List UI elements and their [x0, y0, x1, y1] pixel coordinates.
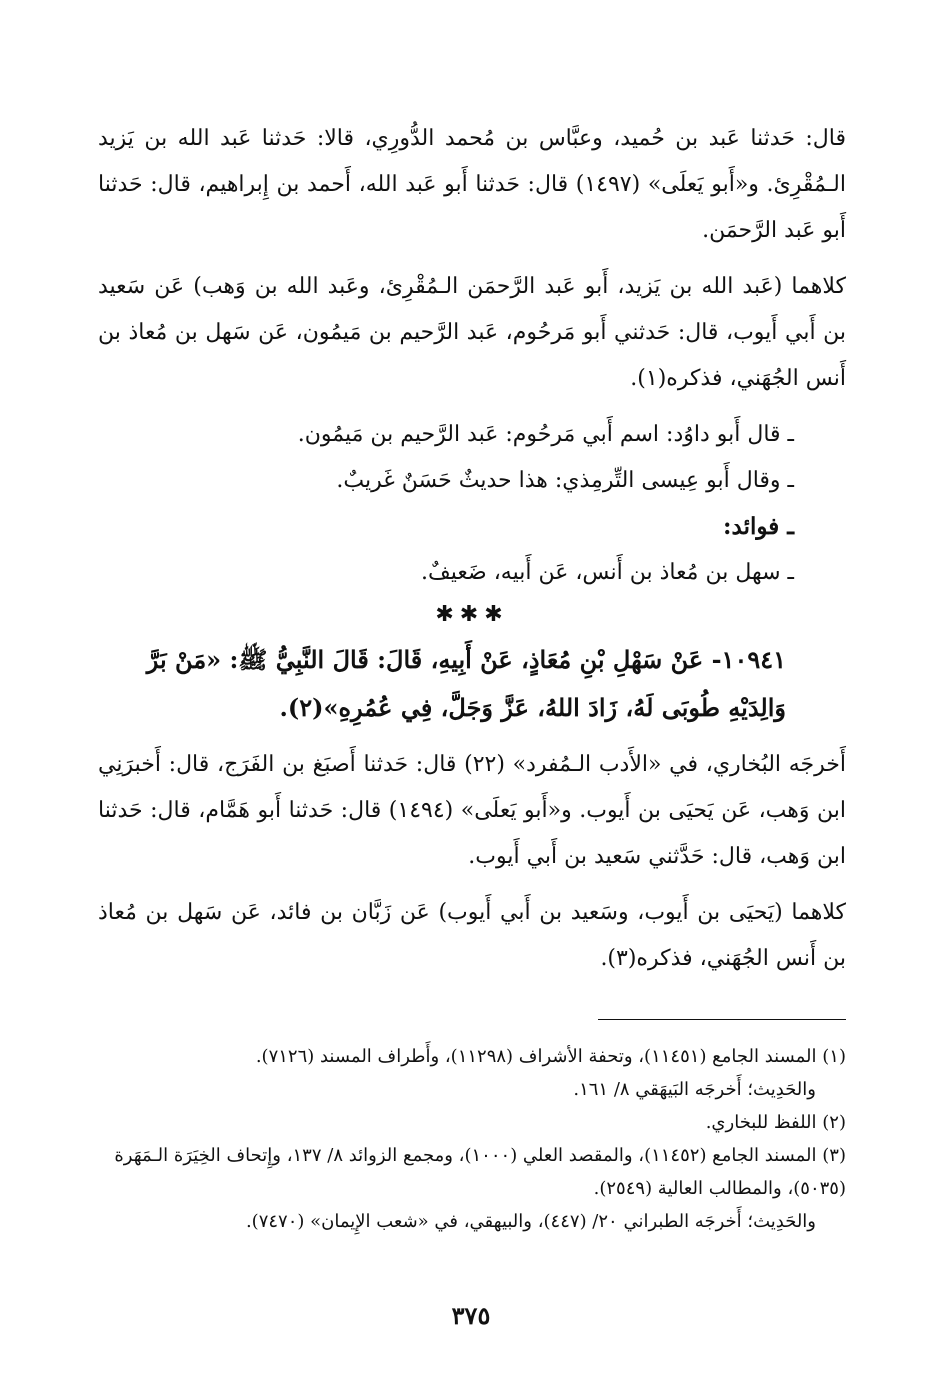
footnote-3: (٣) المسند الجامع (١١٤٥٢)، والمقصد العلي (١٠٠٠)، ومجمع الزوائد ٨/ ١٣٧، وإِتحاف الخِيَرَة الـمَهَرة (٥٠٣٥)، والمطالب العالية (٢٥٤٩). [114, 1145, 846, 1199]
page-number: ٣٧٥ [451, 1301, 491, 1330]
section-separator: ✱✱✱ [435, 602, 509, 627]
benefits-heading: ـ فوائد: [723, 513, 794, 540]
note-benefit: ـ سهل بن مُعاذ بن أَنس، عَن أَبيه، ضَعيفٌ. [421, 560, 794, 585]
paragraph-takhrij-2: كلاهما (يَحيَى بن أَيوب، وسَعيد بن أَبي أَيوب) عَن زَبَّان بن فائد، عَن سَهل بن مُعاذ بن أَنس الجُهَني، فذكره(٣). [98, 900, 846, 971]
footnote-3-continuation: والحَدِيث؛ أَخرجَه الطبراني ٢٠/ (٤٤٧)، والبيهقي، في «شعب الإِيمان» (٧٤٧٠). [245, 1211, 816, 1232]
footnotes [98, 1040, 846, 1238]
footnote-1: (١) المسند الجامع (١١٤٥١)، وتحفة الأشراف (١١٢٩٨)، وأَطراف المسند (٧١٢٦). [255, 1046, 846, 1067]
paragraph-takhrij-1: أَخرجَه البُخاري، في «الأَدب الـمُفرد» (٢٢) قال: حَدثنا أَصبَغ بن الفَرَج، قال: أَخبرَنِي ابن وَهب، عَن يَحيَى بن أَيوب. و«أَبو يَعلَى» (١٤٩٤) قال: حَدثنا أَبو هَمَّام، قال: حَدثنا ابن وَهب، قال: حَدَّثني سَعيد بن أَبي أَيوب. [98, 752, 846, 869]
main-text [98, 116, 846, 992]
footnote-2: (٢) اللفظ للبخاري. [705, 1112, 846, 1133]
paragraph-chain-1: قال: حَدثنا عَبد بن حُميد، وعبَّاس بن مُحمد الدُّورِي، قالا: حَدثنا عَبد الله بن يَزيد الـمُقْرِئ. و«أَبو يَعلَى» (١٤٩٧) قال: حَدثنا أَبو عَبد الله، أَحمد بن إِبراهيم، قال: حَدثنا أَبو عَبد الرَّحمَن. [98, 126, 846, 243]
hadith-text: ١٠٩٤١- عَنْ سَهْلِ بْنِ مُعَاذٍ، عَنْ أَبِيهِ، قَالَ: قَالَ النَّبِيُّ ﷺ: «مَنْ بَرَّ وَالِدَيْهِ طُوبَى لَهُ، زَادَ اللهُ، عَزَّ وَجَلَّ، فِي عُمُرِهِ»(٢). [146, 645, 786, 722]
note-tirmidhi: ـ وقال أَبو عِيسى التِّرمِذي: هذا حديثٌ حَسَنٌ غَريبٌ. [336, 468, 794, 493]
footnote-1-continuation: والحَدِيث؛ أَخرجَه البَيهَقي ٨/ ١٦١. [573, 1079, 816, 1100]
paragraph-chain-2: كلاهما (عَبد الله بن يَزيد، أَبو عَبد الرَّحمَن الـمُقْرِئ، وعَبد الله بن وَهب) عَن سَعيد بن أَبي أَيوب، قال: حَدثني أَبو مَرحُوم، عَبد الرَّحيم بن مَيمُون، عَن سَهل بن مُعاذ بن أَنس الجُهَني، فذكره(١). [98, 274, 846, 391]
footnote-divider [598, 1019, 846, 1020]
note-abu-dawud: ـ قال أَبو داوُد: اسم أَبي مَرحُوم: عَبد الرَّحيم بن مَيمُون. [297, 422, 794, 447]
